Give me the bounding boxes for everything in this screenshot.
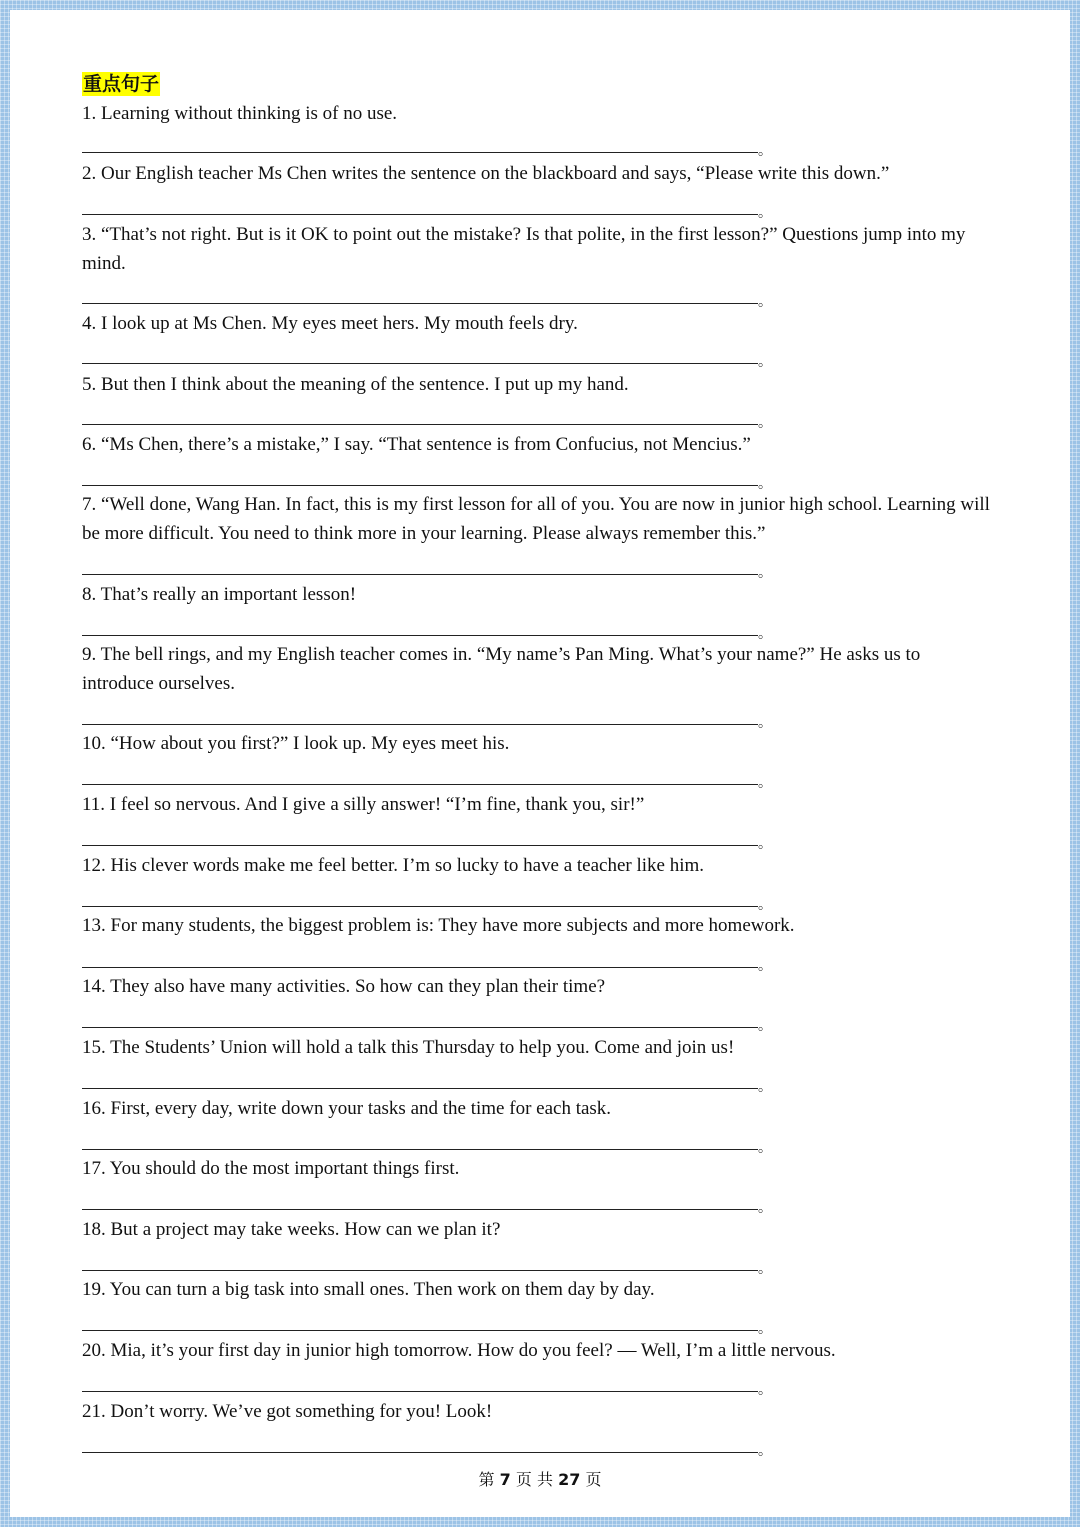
question-text: 1. Learning without thinking is of no use. xyxy=(82,103,398,124)
end-mark: 。 xyxy=(758,775,772,791)
end-mark: 。 xyxy=(758,897,772,913)
footer-prefix: 第 xyxy=(478,1470,495,1489)
answer-blank[interactable] xyxy=(82,574,758,575)
answer-blank[interactable] xyxy=(82,635,758,636)
end-mark: 。 xyxy=(758,294,772,310)
end-mark: 。 xyxy=(758,1261,772,1277)
end-mark: 。 xyxy=(758,1443,772,1459)
footer-suffix: 页 xyxy=(585,1470,602,1489)
footer-current-page: 7 xyxy=(499,1470,511,1489)
question-text: 19. You can turn a big task into small ones. Then work on them day by day. xyxy=(82,1279,655,1300)
answer-blank[interactable] xyxy=(82,363,758,364)
end-mark: 。 xyxy=(758,354,772,370)
question-text: 11. I feel so nervous. And I give a silly answer! “I’m fine, thank you, sir!” xyxy=(82,794,645,815)
question-text: 16. First, every day, write down your tasks and the time for each task. xyxy=(82,1098,612,1119)
question-text: 21. Don’t worry. We’ve got something for you! Look! xyxy=(82,1401,493,1422)
answer-blank[interactable] xyxy=(82,303,758,304)
end-mark: 。 xyxy=(758,565,772,581)
section-title: 重点句子 xyxy=(83,73,160,95)
end-mark: 。 xyxy=(758,1079,772,1095)
answer-blank[interactable] xyxy=(82,1027,758,1028)
end-mark: 。 xyxy=(758,143,772,159)
end-mark: 。 xyxy=(758,626,772,642)
footer-total-pages: 27 xyxy=(558,1470,581,1489)
question-text: 8. That’s really an important lesson! xyxy=(82,584,357,605)
answer-blank[interactable] xyxy=(82,214,758,215)
question-text: 12. His clever words make me feel better. I’m so lucky to have a teacher like him. xyxy=(82,855,705,876)
question-text: 4. I look up at Ms Chen. My eyes meet hers. My mouth feels dry. xyxy=(82,313,578,334)
footer-middle: 页 共 xyxy=(515,1470,553,1489)
question-text: 2. Our English teacher Ms Chen writes the sentence on the blackboard and says, “Please write this down.” xyxy=(82,163,890,184)
end-mark: 。 xyxy=(758,1321,772,1337)
answer-blank[interactable] xyxy=(82,485,758,486)
end-mark: 。 xyxy=(758,415,772,431)
page-footer xyxy=(10,1467,1070,1490)
question-text: 9. The bell rings, and my English teacher comes in. “My name’s Pan Ming. What’s your name?” He asks us to introduce ourselves. xyxy=(82,644,921,694)
answer-blank[interactable] xyxy=(82,1270,758,1271)
end-mark: 。 xyxy=(758,1018,772,1034)
answer-blank[interactable] xyxy=(82,1391,758,1392)
answer-blank[interactable] xyxy=(82,967,758,968)
end-mark: 。 xyxy=(758,1382,772,1398)
answer-blank[interactable] xyxy=(82,1209,758,1210)
question-text: 15. The Students’ Union will hold a talk this Thursday to help you. Come and join us! xyxy=(82,1037,735,1058)
answer-blank[interactable] xyxy=(82,845,758,846)
answer-blank[interactable] xyxy=(82,1088,758,1089)
end-mark: 。 xyxy=(758,1200,772,1216)
question-text: 10. “How about you first?” I look up. My eyes meet his. xyxy=(82,733,510,754)
answer-blank[interactable] xyxy=(82,1330,758,1331)
answer-blank[interactable] xyxy=(82,784,758,785)
answer-blank[interactable] xyxy=(82,152,758,153)
end-mark: 。 xyxy=(758,205,772,221)
question-text: 17. You should do the most important things first. xyxy=(82,1158,460,1179)
end-mark: 。 xyxy=(758,836,772,852)
document-page xyxy=(10,10,1070,1517)
answer-blank[interactable] xyxy=(82,906,758,907)
answer-blank[interactable] xyxy=(82,1452,758,1453)
end-mark: 。 xyxy=(758,1140,772,1156)
end-mark: 。 xyxy=(758,715,772,731)
question-text: 20. Mia, it’s your first day in junior high tomorrow. How do you feel? — Well, I’m a little nervous. xyxy=(82,1340,836,1361)
question-text: 3. “That’s not right. But is it OK to point out the mistake? Is that polite, in the first lesson?” Questions jump into my mind. xyxy=(82,224,966,274)
question-text: 5. But then I think about the meaning of the sentence. I put up my hand. xyxy=(82,374,629,395)
answer-blank[interactable] xyxy=(82,724,758,725)
answer-blank[interactable] xyxy=(82,1149,758,1150)
question-text: 13. For many students, the biggest problem is: They have more subjects and more homework. xyxy=(82,915,795,936)
question-text: 18. But a project may take weeks. How can we plan it? xyxy=(82,1219,501,1240)
end-mark: 。 xyxy=(758,476,772,492)
end-mark: 。 xyxy=(758,958,772,974)
answer-blank[interactable] xyxy=(82,424,758,425)
question-text: 6. “Ms Chen, there’s a mistake,” I say. “That sentence is from Confucius, not Mencius.” xyxy=(82,434,751,455)
question-text: 14. They also have many activities. So how can they plan their time? xyxy=(82,976,606,997)
question-text: 7. “Well done, Wang Han. In fact, this is my first lesson for all of you. You are now in junior high school. Learning will be more difficult. You need to think more in your learning. Please always remember this.” xyxy=(82,494,990,544)
